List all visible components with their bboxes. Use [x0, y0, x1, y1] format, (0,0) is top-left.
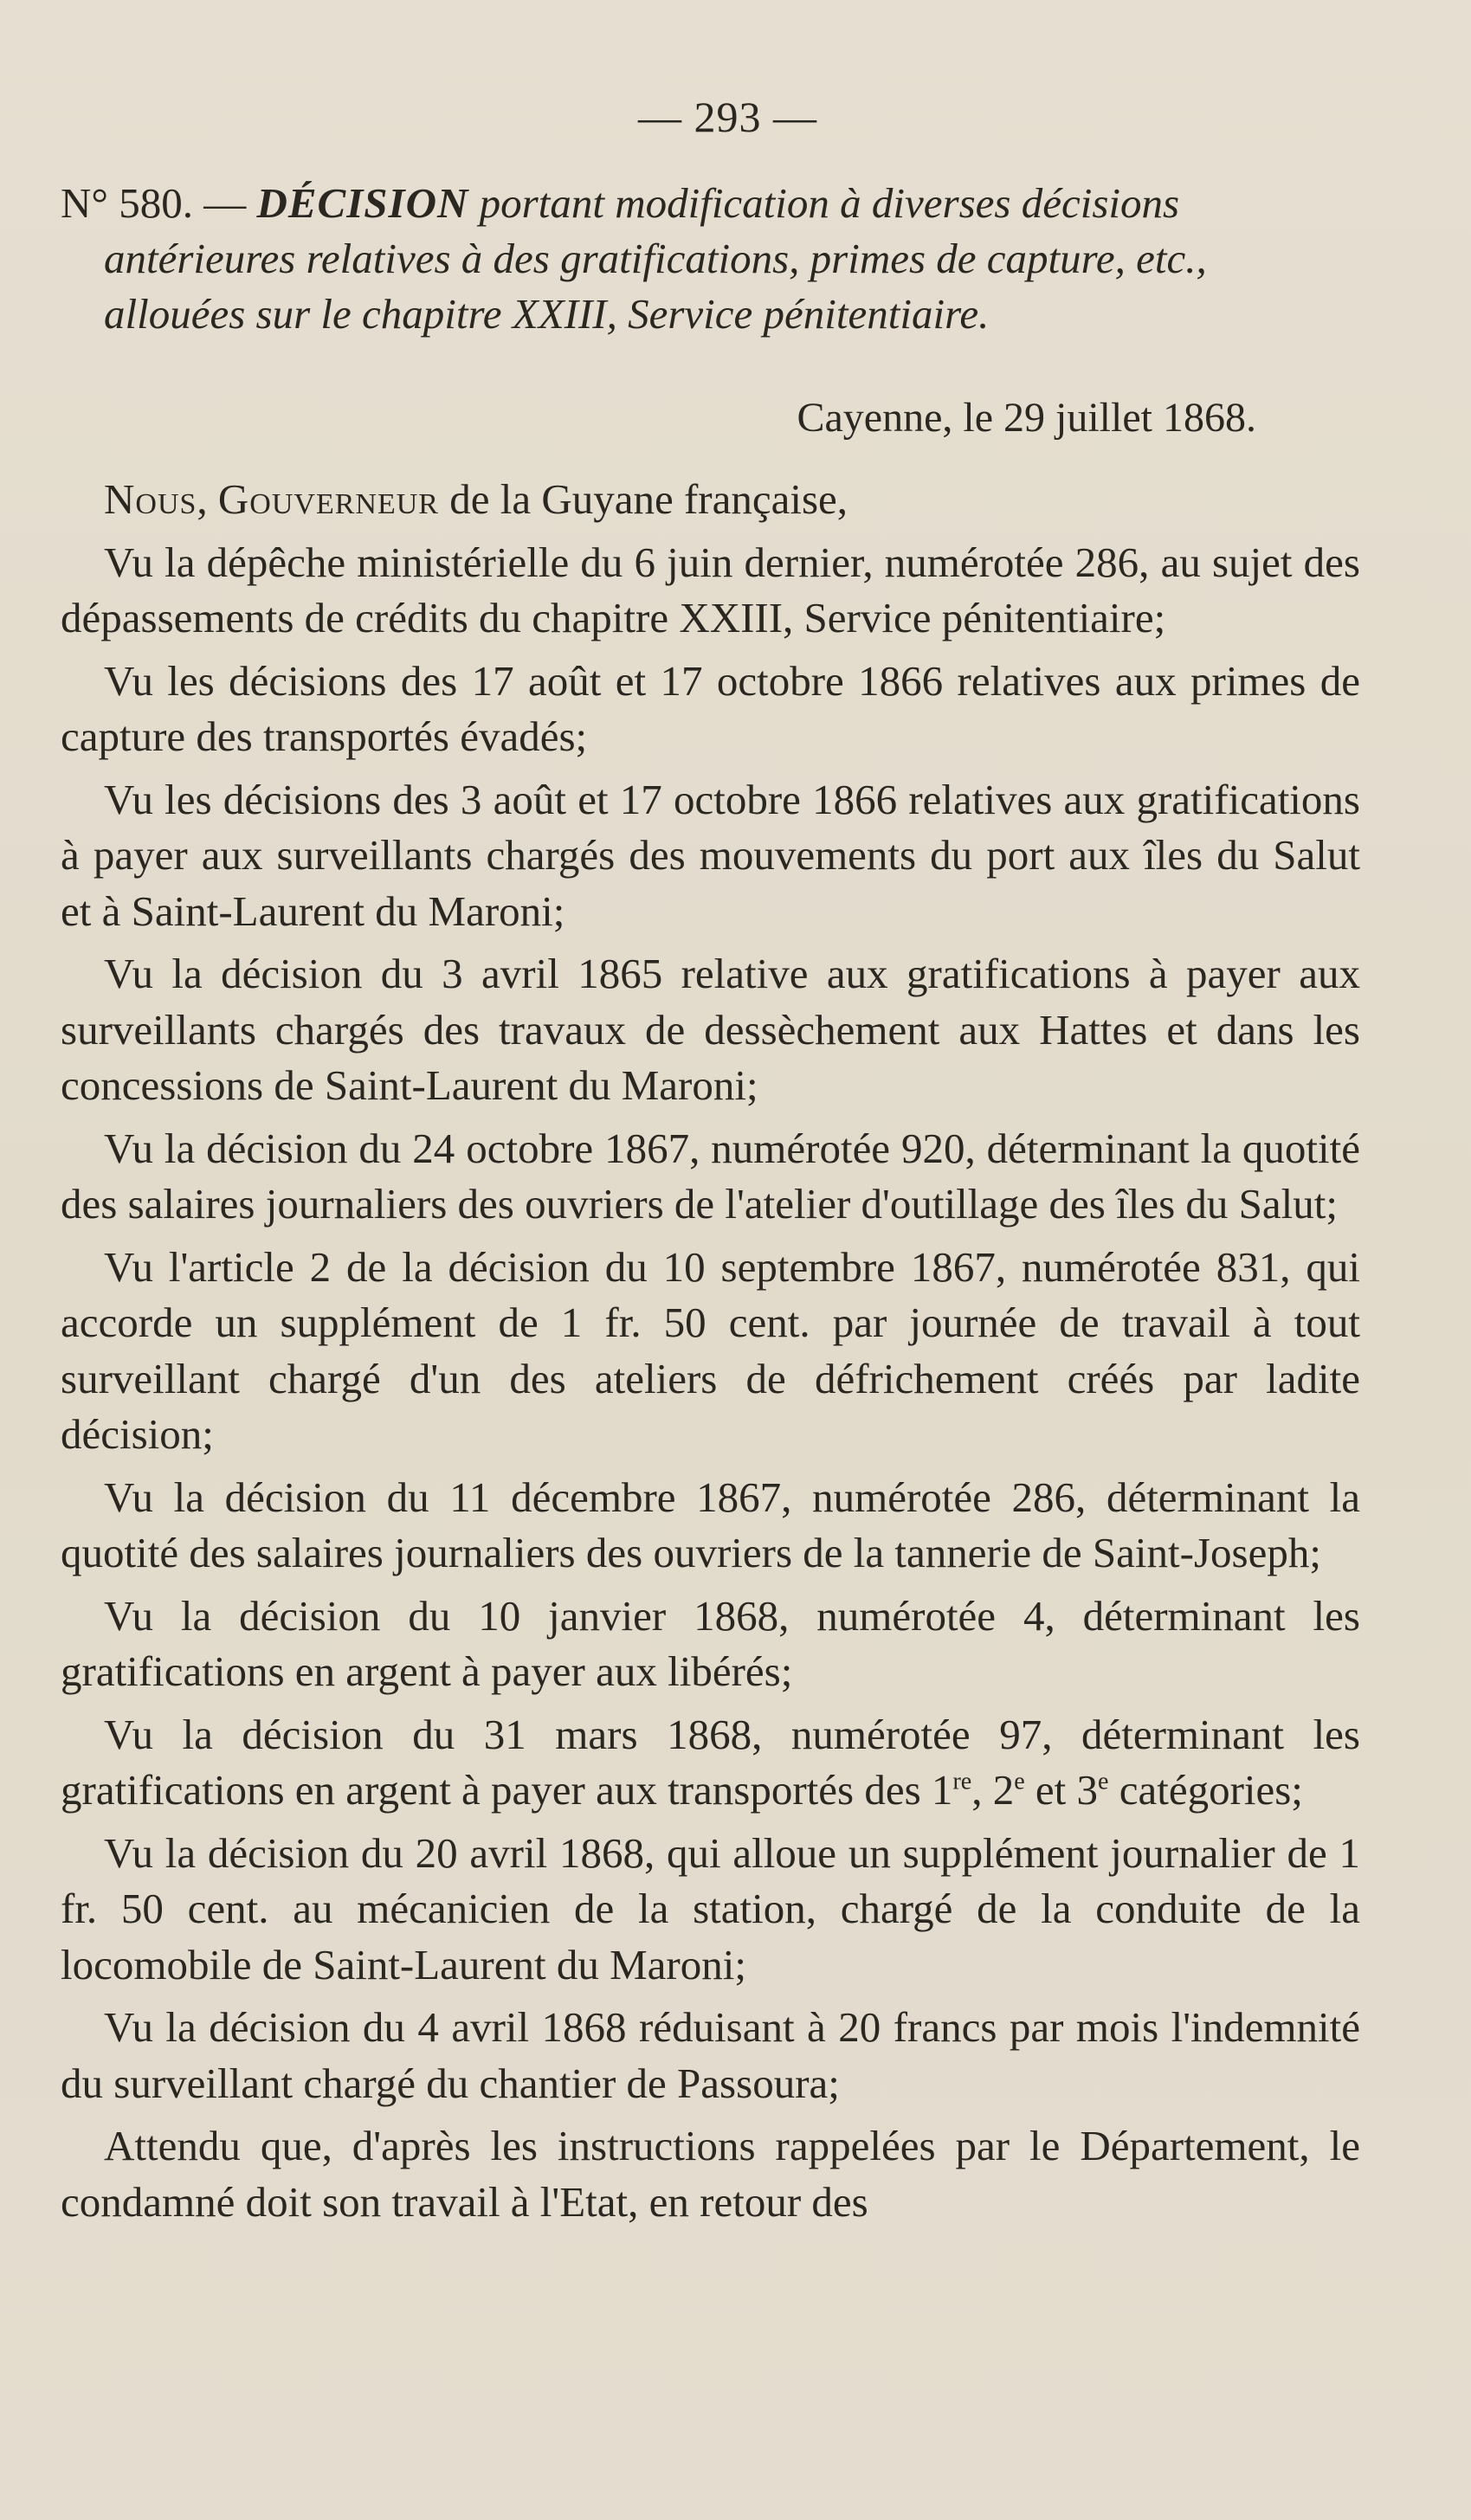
decision-title [61, 176, 1360, 342]
paragraph: Vu les décisions des 3 août et 17 octobre 1866 relatives aux gratifications à payer aux surveillants chargés des mouvements du port aux îles du Salut et à Saint-Laurent du Maroni; [61, 775, 1360, 935]
title-line-1: portant modification à diverses décisions [468, 179, 1180, 227]
paragraph-categories [61, 1707, 1360, 1819]
superscript-re: re [952, 1768, 972, 1795]
paragraph: Vu la dépêche ministérielle du 6 juin dernier, numérotée 286, au sujet des dépassements de crédits du chapitre XXIII, Service pénitentiaire; [61, 538, 1360, 641]
paragraph: Vu les décisions des 17 août et 17 octobre 1866 relatives aux primes de capture des transportés évadés; [61, 656, 1360, 760]
categories-text-4: catégories; [1108, 1766, 1303, 1814]
paragraph: Vu l'article 2 de la décision du 10 septembre 1867, numérotée 831, qui accorde un supplément de 1 fr. 50 cent. par journée de travail à tout surveillant chargé d'un des ateliers de défrichement créés par ladite décision; [61, 1242, 1360, 1458]
preamble-nous: Nous [104, 475, 197, 523]
title-line-3: allouées sur le chapitre XXIII, Service pénitentiaire. [104, 290, 990, 338]
preamble: Nous, Gouverneur de la Guyane française, [104, 475, 848, 523]
categories-text-2: , 2 [971, 1766, 1015, 1814]
preamble-gouverneur: Gouverneur [217, 475, 439, 523]
decision-number: N° 580. — [61, 179, 257, 227]
page-number: — 293 — [638, 93, 817, 141]
preamble-rest: de la Guyane française, [438, 475, 848, 523]
paragraph: Vu la décision du 20 avril 1868, qui alloue un supplément journalier de 1 fr. 50 cent. au mécanicien de la station, chargé de la conduite de la locomobile de Saint-Laurent du Maroni; [61, 1828, 1360, 1988]
paragraph: Attendu que, d'après les instructions rappelées par le Département, le condamné doit son travail à l'Etat, en retour des [61, 2122, 1360, 2226]
categories-text: Vu la décision du 31 mars 1868, numérotée 97, déterminant les gratifications en argent à payer aux transportés des 1 [61, 1710, 1360, 1814]
title-line-2: antérieures relatives à des gratifications, primes de capture, etc., [104, 235, 1207, 282]
paragraph: Vu la décision du 10 janvier 1868, numérotée 4, déterminant les gratifications en argent à payer aux libérés; [61, 1591, 1360, 1695]
paragraph: Vu la décision du 3 avril 1865 relative aux gratifications à payer aux surveillants chargés des travaux de dessèchement aux Hattes et dans les concessions de Saint-Laurent du Maroni; [61, 950, 1360, 1109]
decision-word: DÉCISION [256, 179, 469, 227]
superscript-e-2: e [1098, 1768, 1109, 1795]
paragraph: Vu la décision du 11 décembre 1867, numérotée 286, déterminant la quotité des salaires journaliers des ouvriers de la tannerie de Saint-Joseph; [61, 1473, 1360, 1576]
categories-text-3: et 3 [1024, 1766, 1099, 1814]
paragraph: Vu la décision du 24 octobre 1867, numérotée 920, déterminant la quotité des salaires journaliers des ouvriers de l'atelier d'outillage des îles du Salut; [61, 1124, 1360, 1228]
superscript-e: e [1014, 1768, 1025, 1795]
dateline: Cayenne, le 29 juillet 1868. [797, 395, 1256, 441]
paragraph: Vu la décision du 4 avril 1868 réduisant à 20 francs par mois l'indemnité du surveillant chargé du chantier de Passoura; [61, 2003, 1360, 2107]
